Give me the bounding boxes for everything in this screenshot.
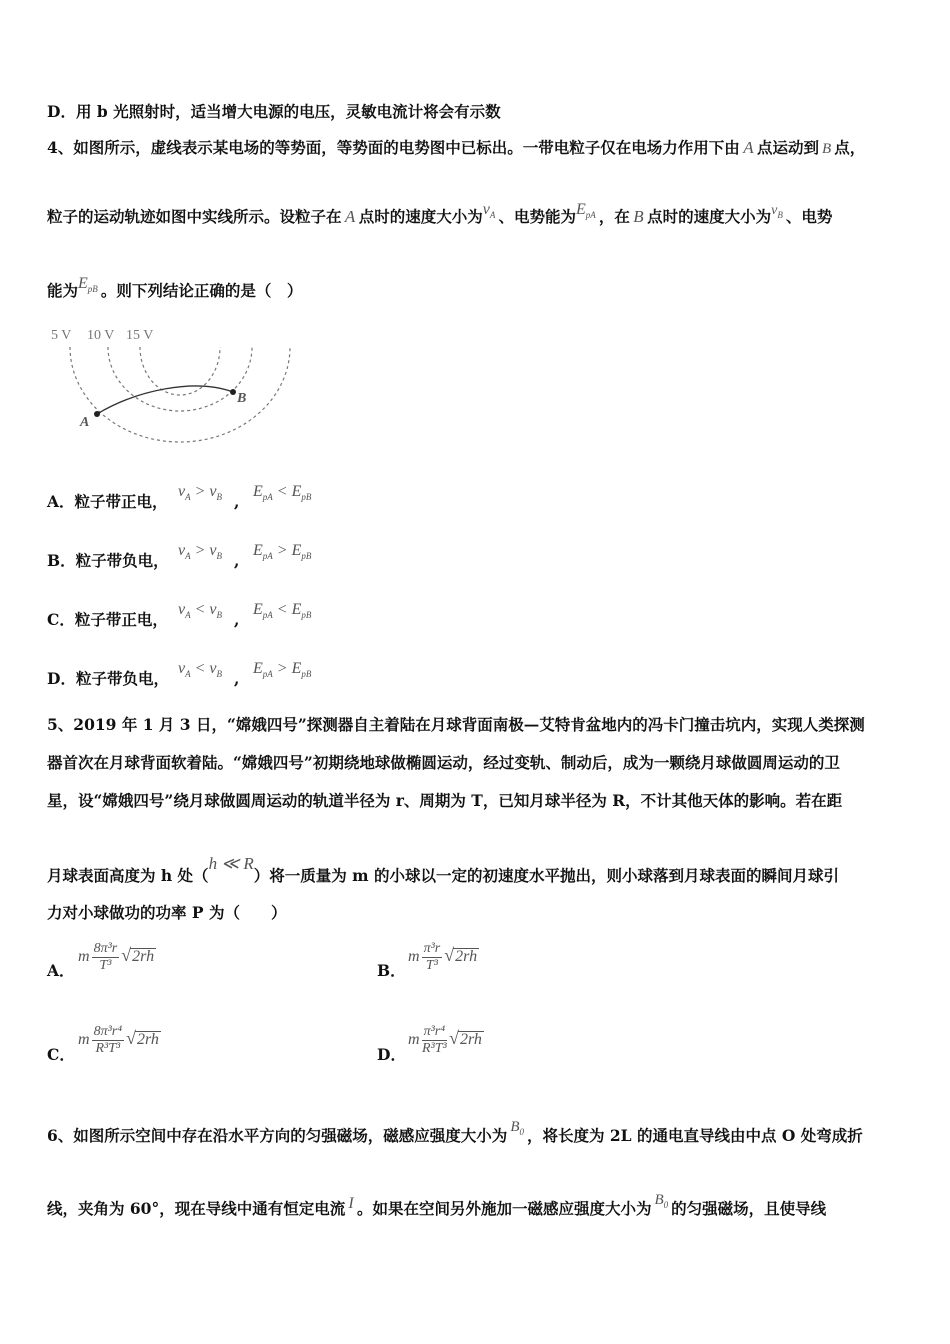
q5-text-line1: 5、2019 年 1 月 3 日，“嫦娥四号”探测器自主着陆在月球背面南极—艾特肯盆地内的冯卡门撞击坑内，实现人类探测 (47, 715, 865, 734)
option-label: A． (47, 961, 75, 980)
velocity-relation: $v_A < v_B$ (178, 601, 223, 620)
energy-relation: $E_{pA} < E_{pB}$ (253, 483, 312, 502)
q5-text-line5: 力对小球做功的功率 P 为（ ） (47, 903, 287, 922)
equipotential-diagram (45, 320, 305, 445)
q3-option-d: D．用 b 光照射时，适当增大电源的电压，灵敏电流计将会有示数 (47, 102, 501, 121)
potential-label-5v: 5 V (51, 328, 72, 343)
option-label: B． (377, 961, 406, 980)
velocity-relation: $v_A < v_B$ (178, 660, 223, 679)
energy-relation: $E_{pA} > E_{pB}$ (253, 542, 312, 561)
equipotential-10v (108, 347, 252, 411)
q5-text-line4: 月球表面高度为 h 处（h ≪ R）将一质量为 m 的小球以一定的初速度水平抛出，则小球落到月球表面的瞬间月球引 (47, 854, 839, 885)
option-label: D． (377, 1045, 406, 1064)
power-formula: m $\frac{\text{π³r⁴}}{\text{R³T³}}$ √2rh (408, 1024, 482, 1056)
point-a (94, 411, 100, 417)
velocity-relation: $v_A > v_B$ (178, 542, 223, 561)
q4-figure (45, 320, 305, 445)
velocity-relation: $v_A > v_B$ (178, 483, 223, 502)
option-label: D．粒子带负电， (47, 669, 169, 688)
power-formula: m $\frac{\text{π³r}}{\text{T³}}$ √2rh (408, 941, 478, 973)
option-label: C．粒子带正电， (47, 610, 168, 629)
label-b: B (237, 391, 247, 406)
energy-relation: $E_{pA} < E_{pB}$ (253, 601, 312, 620)
q6-text-line1: 6、如图所示空间中存在沿水平方向的匀强磁场，磁感应强度大小为 $B_0$ ，将长度为 2L 的通电直导线由中点 O 处弯成折 (47, 1119, 863, 1145)
q4-text-line2: 粒子的运动轨迹如图中实线所示。设粒子在 A 点时的速度大小为$v_A$ 、电势能为$E_{pA}$ ，在 B 点时的速度大小为$v_B$ 、电势 (47, 201, 833, 226)
q5-text-line3: 星，设“嫦娥四号”绕月球做圆周运动的轨道半径为 r、周期为 T，已知月球半径为 R，不计其他天体的影响。若在距 (47, 791, 843, 810)
option-label: B．粒子带负电， (47, 551, 169, 570)
q6-text-line2: 线，夹角为 60°，现在导线中通有恒定电流 I 。如果在空间另外施加一磁感应强度大小为 $B_0$ 的匀强磁场，且使导线 (47, 1192, 827, 1218)
equipotential-5v (70, 347, 290, 442)
label-a: A (80, 415, 90, 430)
q5-text-line2: 器首次在月球背面软着陆。“嫦娥四号”初期绕地球做椭圆运动，经过变轨、制动后，成为一颗绕月球做圆周运动的卫 (47, 753, 840, 772)
potential-label-10v: 10 V (87, 328, 115, 343)
potential-label-15v: 15 V (126, 328, 154, 343)
energy-relation: $E_{pA} > E_{pB}$ (253, 660, 312, 679)
q4-text-line3: 能为$E_{pB}$ 。则下列结论正确的是（ ） (47, 275, 303, 300)
q4-text-line1: 4、如图所示，虚线表示某电场的等势面，等势面的电势图中已标出。一带电粒子仅在电场力作用下由 A 点运动到 B 点， (47, 138, 866, 157)
point-b (230, 389, 236, 395)
option-label: A．粒子带正电， (47, 492, 168, 511)
power-formula: m $\frac{\text{8π³r}}{\text{T³}}$ √2rh (78, 941, 155, 973)
power-formula: m $\frac{\text{8π³r⁴}}{\text{R³T³}}$ √2rh (78, 1024, 159, 1056)
option-label: C． (47, 1045, 75, 1064)
equipotential-15v (140, 347, 220, 395)
